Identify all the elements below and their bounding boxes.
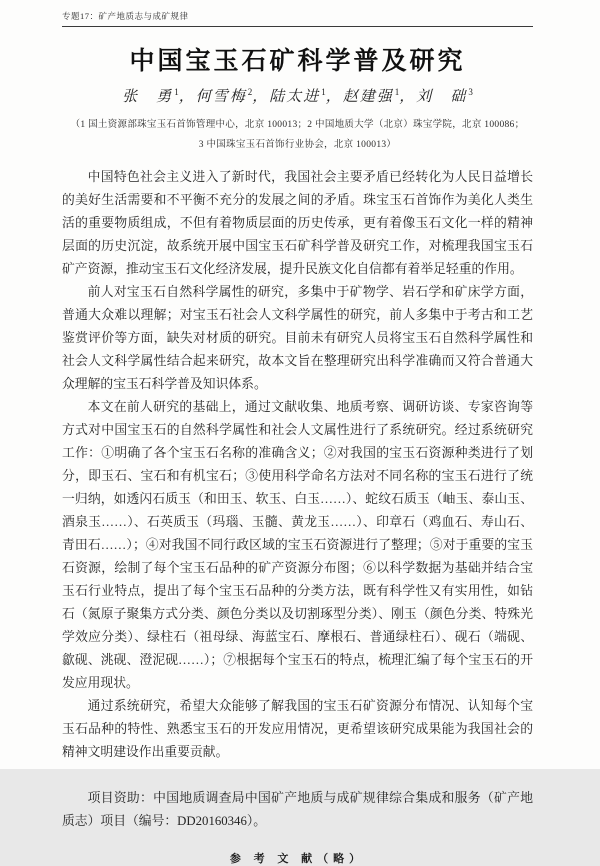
body-paragraphs [62,166,533,764]
author-affiliation-ref: 3 [468,87,473,97]
author-affiliation-ref: 1 [394,87,400,97]
author-separator: ， [178,89,196,105]
running-head [62,10,533,27]
author: 张 勇$^1$ [122,87,179,105]
affiliation-line-2: 3 中国珠宝玉石首饰行业协会，北京 100013） [198,140,397,150]
author-line [62,85,533,106]
body-paragraph: 前人对宝玉石自然科学属性的研究，多集中于矿物学、岩石学和矿床学方面，普通大众难以理解；对宝玉石社会人文科学属性的研究，前人多集中于考古和工艺鉴赏评价等方面，缺失对材质的研究。目前未有研究人员将宝玉石自然科学属性和社会人文科学属性结合起来研究，故本文旨在整理研究出科学准确而又符合普通大众理解的宝玉石科学普及知识体系。 [62,285,533,391]
author-affiliation-ref: 1 [174,87,179,97]
author-separator: ， [252,89,270,105]
author: 陆太进$^1$ [269,87,326,105]
author: 何雪梅$^2$ [195,87,253,105]
author-separator: ， [325,89,343,105]
paper-title: 中国宝玉石矿科学普及研究 [129,47,466,75]
body-paragraph: 中国特色社会主义进入了新时代，我国社会主要矛盾已经转化为人民日益增长的美好生活需要和不平衡不充分的发展之间的矛盾。珠宝玉石首饰作为美化人类生活的重要物质组成，不但有着物质层面的历史传承，更有着像玉石文化一样的精神层面的历史沉淀，故系统开展中国宝玉石矿科学普及研究工作，对梳理我国宝玉石矿产资源，推动宝玉石文化经济发展，提升民族文化自信都有着举足轻重的作用。 [62,170,533,276]
session-header-label: 专题17：矿产地质志与成矿规律 [62,11,189,21]
author: 赵建强$^1$ [342,87,400,105]
author-affiliation-ref: 1 [321,87,326,97]
references-heading: 参 考 文 献（略） [229,853,366,865]
author-separator: ， [399,89,417,105]
funding-note: 项目资助：中国地质调查局中国矿产地质与成矿规律综合集成和服务（矿产地质志）项目（编号：DD20160346）。 [62,791,533,828]
affiliation-line-1: （1 国土资源部珠宝玉石首饰管理中心，北京 100013；2 中国地质大学（北京）珠宝学院，北京 100086； [70,120,525,130]
body-paragraph: 通过系统研究，希望大众能够了解我国的宝玉石矿资源分布情况、认知每个宝玉石品种的特性、熟悉宝玉石的开发应用情况，更希望该研究成果能为我国社会的精神文明建设作出重要贡献。 [62,699,533,759]
author: 刘 础$^3$ [416,87,473,105]
body-paragraph: 本文在前人研究的基础上，通过文献收集、地质考察、调研访谈、专家咨询等方式对中国宝玉石的自然科学属性和社会人文属性进行了系统研究。经过系统研究工作：①明确了各个宝玉石名称的准确含义；②对我国的宝玉石资源种类进行了划分，即玉石、宝石和有机宝石；③使用科学命名方法对不同名称的宝玉石进行了统一归纳，如透闪石质玉（和田玉、软玉、白玉……）、蛇纹石质玉（岫玉、泰山玉、酒泉玉……）、石英质玉（玛瑙、玉髓、黄龙玉……）、印章石（鸡血石、寿山石、青田石……）；④对我国不同行政区域的宝玉石资源进行了整理；⑤对于重要的宝玉石资源，绘制了每个宝玉石品种的矿产资源分布图；⑥以科学数据为基础并结合宝玉石行业特点，提出了每个宝玉石品种的分类方法，既有科学性又有实用性，如钻石（氮原子聚集方式分类、颜色分类以及切割琢型分类）、刚玉（颜色分类、特殊光学效应分类）、绿柱石（祖母绿、海蓝宝石、摩根石、普通绿柱石）、砚石（端砚、歙砚、洮砚、澄泥砚……）；⑦根据每个宝玉石的特点，梳理汇编了每个宝玉石的开发应用现状。 [62,400,533,690]
affiliations-block [62,115,533,155]
author-affiliation-ref: 2 [247,87,253,97]
